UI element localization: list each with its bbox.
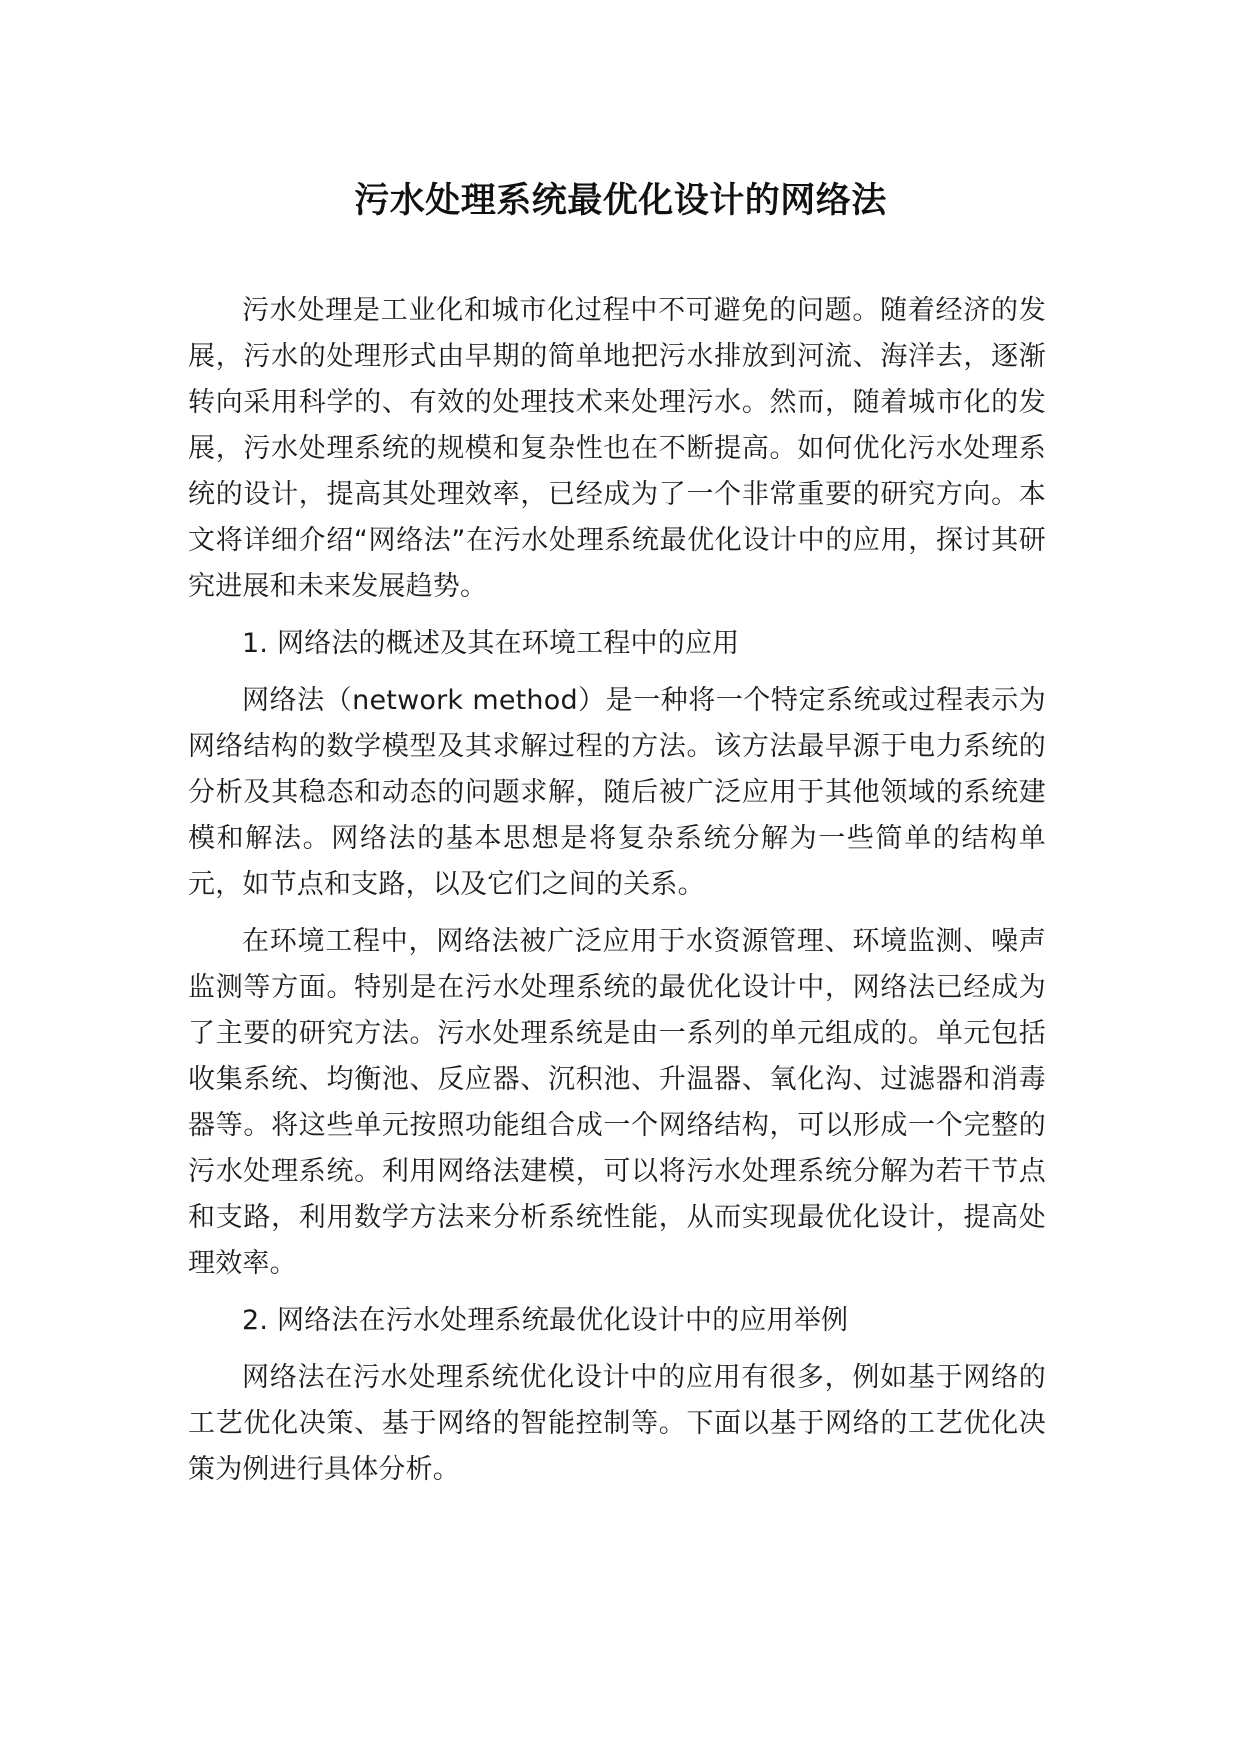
intro-paragraph: 污水处理是工业化和城市化过程中不可避免的问题。随着经济的发展，污水的处理形式由早期的简单地把污水排放到河流、海洋去，逐渐转向采用科学的、有效的处理技术来处理污水。然而，随着城市化的发展，污水处理系统的规模和复杂性也在不断提高。如何优化污水处理系统的设计，提高其处理效率，已经成为了一个非常重要的研究方向。本文将详细介绍“网络法”在污水处理系统最优化设计中的应用，探讨其研究进展和未来发展趋势。 bbox=[188, 295, 1046, 602]
document-body bbox=[188, 288, 1046, 1493]
section-1-heading: 1. 网络法的概述及其在环境工程中的应用 bbox=[242, 628, 740, 659]
section-2-heading: 2. 网络法在污水处理系统最优化设计中的应用举例 bbox=[242, 1305, 849, 1336]
section-1-paragraph-2: 在环境工程中，网络法被广泛应用于水资源管理、环境监测、噪声监测等方面。特别是在污水处理系统的最优化设计中，网络法已经成为了主要的研究方法。污水处理系统是由一系列的单元组成的。单元包括收集系统、均衡池、反应器、沉积池、升温器、氧化沟、过滤器和消毒器等。将这些单元按照功能组合成一个网络结构，可以形成一个完整的污水处理系统。利用网络法建模，可以将污水处理系统分解为若干节点和支路，利用数学方法来分析系统性能，从而实现最优化设计，提高处理效率。 bbox=[188, 926, 1046, 1279]
document-title: 污水处理系统最优化设计的网络法 bbox=[354, 181, 887, 221]
section-2-paragraph-1: 网络法在污水处理系统优化设计中的应用有很多，例如基于网络的工艺优化决策、基于网络的智能控制等。下面以基于网络的工艺优化决策为例进行具体分析。 bbox=[188, 1362, 1046, 1485]
section-1-paragraph-1: 网络法（network method）是一种将一个特定系统或过程表示为网络结构的数学模型及其求解过程的方法。该方法最早源于电力系统的分析及其稳态和动态的问题求解，随后被广泛应用于其他领域的系统建模和解法。网络法的基本思想是将复杂系统分解为一些简单的结构单元，如节点和支路，以及它们之间的关系。 bbox=[188, 685, 1046, 900]
